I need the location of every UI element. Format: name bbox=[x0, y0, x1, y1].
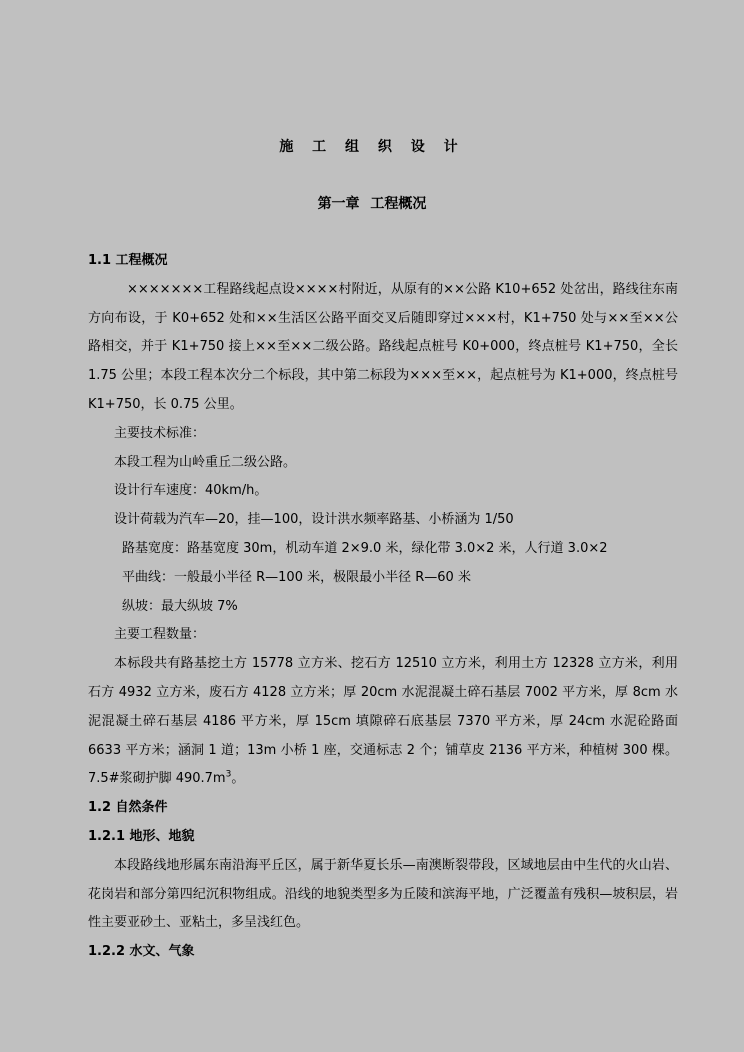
subgrade-width-line: 路基宽度：路基宽度 30m，机动车道 2×9.0 米，绿化带 3.0×2 米，人行道 3.0×2 bbox=[122, 540, 608, 556]
section-heading-1-2: 1.2 自然条件 bbox=[88, 800, 168, 816]
section-heading-1-2-2: 1.2.2 水文、气象 bbox=[88, 944, 195, 960]
quantities-end: 。 bbox=[231, 771, 245, 787]
quantities-paragraph bbox=[88, 650, 678, 794]
section-heading-1-1: 1.1 工程概况 bbox=[88, 253, 168, 268]
quantities-text: 本标段共有路基挖土方 15778 立方米、挖石方 12510 立方米，利用土方 12328 立方米，利用石方 4932 立方米，废石方 4128 立方米；厚 20cm 水泥混凝土碎石基层 7002 平方米，厚 8cm 水泥混凝土碎石基层 4186 平方米，厚 15cm 填隙碎石底基层 7370 平方米，厚 24cm 水泥砼路面 6633 平方米；涵洞 1 道；13m 小桥 1 座，交通标志 2 个；铺草皮 2136 平方米，种植树 300 棵。7.5#浆砌护脚 490.7m bbox=[88, 656, 678, 787]
horizontal-curve-line: 平曲线：一般最小半径 R—100 米，极限最小半径 R—60 米 bbox=[122, 569, 471, 585]
longitudinal-slope-line: 纵坡：最大纵坡 7% bbox=[122, 598, 238, 614]
document-title: 施 工 组 织 设 计 bbox=[279, 139, 465, 155]
document-body bbox=[88, 247, 678, 967]
section-heading-1-2-1: 1.2.1 地形、地貌 bbox=[88, 828, 195, 844]
design-load-line: 设计荷载为汽车—20，挂—100，设计洪水频率路基、小桥涵为 1/50 bbox=[114, 512, 514, 528]
project-overview-paragraph: ×××××××工程路线起点设××××村附近，从原有的××公路 K10+652 处岔出，路线往东南方向布设，于 K0+652 处和××生活区公路平面交叉后随即穿过×××村，K1+750 处与××至××公路相交，并于 K1+750 接上××至××二级公路。路线起点桩号 K0+000，终点桩号 K1+750，全长 1.75 公里；本段工程本次分二个标段，其中第二标段为×××至××，起点桩号为 K1+000，终点桩号 K1+750，长 0.75 公里。 bbox=[88, 281, 678, 412]
tech-standards-label: 主要技术标准： bbox=[114, 425, 206, 441]
quantities-superscript: 3 bbox=[225, 770, 232, 781]
road-grade-line: 本段工程为山岭重丘二级公路。 bbox=[114, 454, 297, 470]
terrain-paragraph: 本段路线地形属东南沿海平丘区，属于新华夏长乐—南澳断裂带段，区域地层由中生代的火山岩、花岗岩和部分第四纪沉积物组成。沿线的地貌类型多为丘陵和滨海平地，广泛覆盖有残积—坡积层，岩性主要亚砂土、亚粘土，多呈浅红色。 bbox=[88, 857, 678, 931]
quantities-label: 主要工程数量： bbox=[114, 627, 206, 643]
design-speed-line: 设计行车速度：40km/h。 bbox=[114, 483, 268, 499]
chapter-title: 第一章 工程概况 bbox=[317, 196, 427, 212]
